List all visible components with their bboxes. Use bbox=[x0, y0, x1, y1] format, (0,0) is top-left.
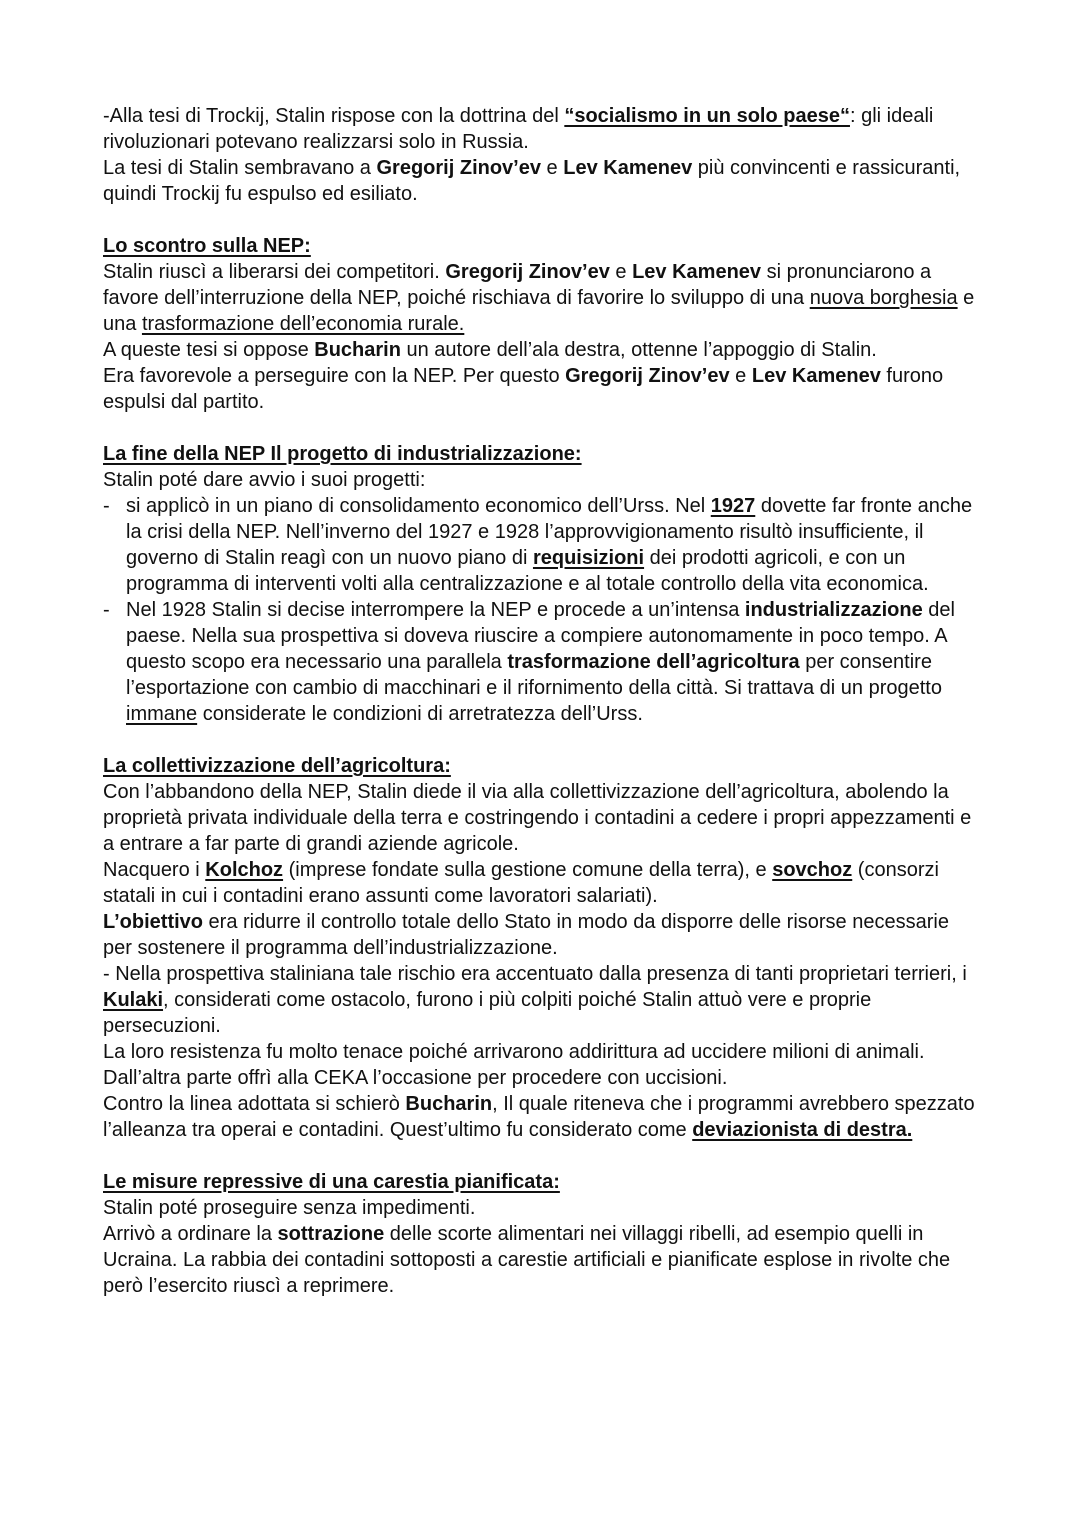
paragraph-resistenza: La loro resistenza fu molto tenace poiché arrivarono addirittura ad uccidere milioni di animali. Dall’altra parte offrì alla CEKA l’occasione per procedere con uccisioni. bbox=[103, 1041, 925, 1089]
paragraph-scontro-nep bbox=[103, 259, 983, 337]
term-sovchoz: sovchoz bbox=[772, 859, 853, 881]
intro-paragraph-zinovev bbox=[103, 155, 983, 207]
dash-bullet: - bbox=[103, 495, 110, 517]
text: La tesi di Stalin sembravano a bbox=[103, 157, 377, 179]
section-heading-collettivizzazione: La collettivizzazione dell’agricoltura: bbox=[103, 755, 451, 777]
text: Nacquero i bbox=[103, 859, 206, 881]
term-kulaki: Kulaki bbox=[103, 989, 164, 1011]
text: considerate le condizioni di arretratezza dell’Urss. bbox=[197, 703, 643, 725]
text: più convincenti e rassicuranti, quindi Trockij fu espulso ed esiliato. bbox=[103, 157, 961, 205]
section-heading-fine-nep: La fine della NEP Il progetto di industrializzazione: bbox=[103, 443, 582, 465]
text: Era favorevole a perseguire con la NEP. Per questo bbox=[103, 365, 566, 387]
text: era ridurre il controllo totale dello Stato in modo da disporre delle risorse necessarie per sostenere il programma dell’industrializzazione. bbox=[103, 911, 949, 959]
name-zinovev: Gregorij Zinov’ev bbox=[565, 365, 730, 387]
text: Contro la linea adottata si schierò bbox=[103, 1093, 406, 1115]
intro-paragraph-trockij bbox=[103, 103, 983, 155]
year-1927: 1927 bbox=[710, 495, 756, 517]
text: dovette far fronte anche la crisi della NEP. Nell’inverno del 1927 e 1928 l’approvvigionamento risultò insufficiente, il governo di Stalin reagì con un nuovo piano di bbox=[126, 495, 973, 569]
term-nuova-borghesia: nuova borghesia bbox=[809, 287, 958, 309]
term-industrializzazione: industrializzazione bbox=[744, 599, 923, 621]
text: e bbox=[729, 365, 752, 387]
paragraph-intro-progetti: Stalin poté dare avvio i suoi progetti: bbox=[103, 469, 426, 491]
paragraph-bucharin-contro bbox=[103, 1091, 983, 1143]
text: furono espulsi dal partito. bbox=[103, 365, 944, 413]
text: si applicò in un piano di consolidamento economico dell’Urss. Nel bbox=[126, 495, 711, 517]
document-page bbox=[103, 103, 983, 1299]
list-item bbox=[103, 597, 983, 727]
text: del paese. Nella sua prospettiva si doveva riuscire a compiere autonomamente in poco tempo. A questo scopo era necessario una parallela bbox=[126, 599, 955, 673]
term-requisizioni: requisizioni bbox=[532, 547, 645, 569]
section-heading-misure-repressive: Le misure repressive di una carestia pianificata: bbox=[103, 1171, 560, 1193]
industrialization-list bbox=[103, 493, 983, 727]
paragraph-stalin-prosegue: Stalin poté proseguire senza impedimenti. bbox=[103, 1197, 476, 1219]
name-kamenev: Lev Kamenev bbox=[751, 365, 881, 387]
term-kolchoz: Kolchoz bbox=[205, 859, 284, 881]
term-deviazionista: deviazionista di destra. bbox=[692, 1119, 913, 1141]
text: Arrivò a ordinare la bbox=[103, 1223, 278, 1245]
name-kamenev: Lev Kamenev bbox=[632, 261, 762, 283]
text: Nel 1928 Stalin si decise interrompere la NEP e procede a un’intensa bbox=[126, 599, 745, 621]
text: e una bbox=[103, 287, 975, 335]
term-trasformazione-agricoltura: trasformazione dell’agricoltura bbox=[507, 651, 800, 673]
text: delle scorte alimentari nei villaggi ribelli, ad esempio quelli in Ucraina. La rabbia dei contadini sottoposti a carestie artificiali e pianificate esplose in rivolte che però l’esercito riuscì a reprimere. bbox=[103, 1223, 951, 1297]
text: dei prodotti agricoli, e con un programma di interventi volti alla centralizzazione e al totale controllo della vita economica. bbox=[126, 547, 929, 595]
text: (imprese fondate sulla gestione comune della terra), e bbox=[283, 859, 773, 881]
dash-bullet: - bbox=[103, 599, 110, 621]
text: , Il quale riteneva che i programmi avrebbero spezzato l’alleanza tra operai e contadini. Quest’ultimo fu considerato come bbox=[103, 1093, 975, 1141]
term-immane: immane bbox=[126, 703, 198, 725]
paragraph-bucharin bbox=[103, 337, 983, 363]
term-sottrazione: sottrazione bbox=[277, 1223, 385, 1245]
text: e bbox=[609, 261, 633, 283]
text: Stalin riuscì a liberarsi dei competitori. bbox=[103, 261, 446, 283]
paragraph-espulsi bbox=[103, 363, 983, 415]
text: un autore dell’ala destra, ottenne l’appoggio di Stalin. bbox=[400, 339, 877, 361]
text: -Alla tesi di Trockij, Stalin rispose con la dottrina del bbox=[103, 105, 565, 127]
text: , considerati come ostacolo, furono i più colpiti poiché Stalin attuò vere e proprie persecuzioni. bbox=[103, 989, 872, 1037]
paragraph-obiettivo bbox=[103, 909, 983, 961]
term-obiettivo: L’obiettivo bbox=[103, 911, 203, 933]
text: : gli ideali rivoluzionari potevano realizzarsi solo in Russia. bbox=[103, 105, 934, 153]
paragraph-sottrazione bbox=[103, 1221, 983, 1299]
text: si pronunciarono a favore dell’interruzione della NEP, poiché rischiava di favorire lo sviluppo di una bbox=[103, 261, 932, 309]
paragraph-abbandono-nep: Con l’abbandono della NEP, Stalin diede il via alla collettivizzazione dell’agricoltura, abolendo la proprietà privata individuale della terra e costringendo i contadini a cedere i propri appezzamenti e a entrare a far parte di grandi aziende agricole. bbox=[103, 781, 972, 855]
list-item bbox=[103, 493, 983, 597]
text: e bbox=[540, 157, 564, 179]
section-heading-scontro-nep: Lo scontro sulla NEP: bbox=[103, 235, 311, 257]
text: - Nella prospettiva staliniana tale rischio era accentuato dalla presenza di tanti proprietari terrieri, i bbox=[103, 963, 967, 985]
paragraph-kulaki bbox=[103, 961, 983, 1039]
key-term-socialismo: “socialismo in un solo paese“ bbox=[564, 105, 850, 127]
name-zinovev: Gregorij Zinov’ev bbox=[376, 157, 541, 179]
name-zinovev: Gregorij Zinov’ev bbox=[445, 261, 610, 283]
term-trasformazione-economia: trasformazione dell’economia rurale. bbox=[141, 313, 465, 335]
text: per consentire l’esportazione con cambio di macchinari e il rifornimento della città. Si trattava di un progetto bbox=[126, 651, 942, 699]
name-kamenev: Lev Kamenev bbox=[563, 157, 693, 179]
name-bucharin: Bucharin bbox=[314, 339, 401, 361]
text: (consorzi statali in cui i contadini erano assunti come lavoratori salariati). bbox=[103, 859, 939, 907]
name-bucharin: Bucharin bbox=[405, 1093, 493, 1115]
paragraph-kolchoz bbox=[103, 857, 983, 909]
text: A queste tesi si oppose bbox=[103, 339, 315, 361]
